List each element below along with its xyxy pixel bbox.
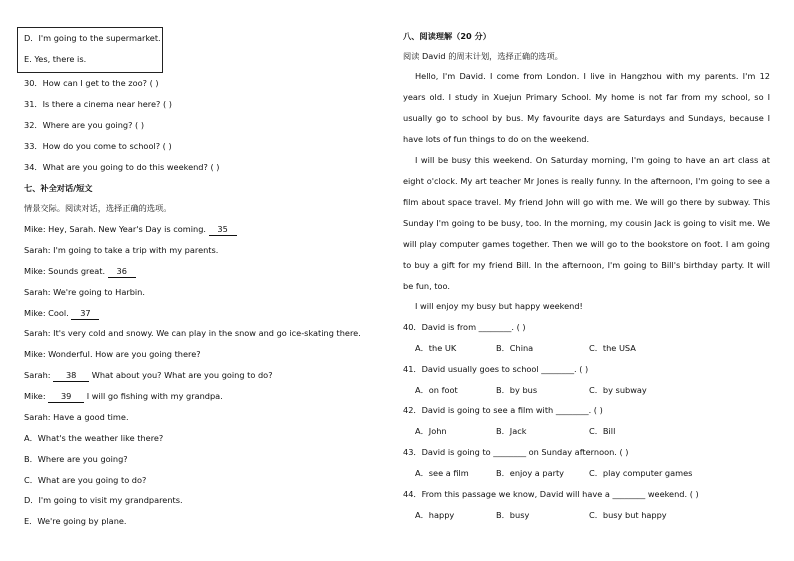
dialogue-line: Mike: Wonderful. How are you going there? — [24, 349, 201, 359]
passage-paragraph-2: I will be busy this weekend. On Saturday morning, I'm going to have an art class at eight o'clock. My art teacher Mr Jones is really funny. In the afternoon, I'm going to see a film about space travel. My friend John will go with me. We will go there by subway. This Sunday I'm going to be busy, too. In the morning, my cousin Jack is going to visit me. We will play computer games together. Then we will go to the bookstore on foot. I am going to buy a gift for my friend Bill. In the afternoon, I'm going to Bill's birthday party. It will be fun, too. — [403, 155, 770, 291]
dialogue-line: Mike: Cool. 37 — [24, 308, 99, 320]
question-41: 41．David usually goes to school ________. ( ) — [403, 364, 589, 374]
answer-blank-38: 38 — [53, 370, 89, 382]
choice-b: B．by bus — [496, 385, 538, 395]
choice-a: A．happy — [415, 510, 455, 520]
choice-b: B．enjoy a party — [496, 468, 565, 478]
option-c: C．What are you going to do? — [24, 475, 147, 485]
answer-blank-39: 39 — [48, 391, 84, 403]
dialogue-line: Sarah: I'm going to take a trip with my parents. — [24, 245, 219, 255]
question-44: 44．From this passage we know, David will have a ________ weekend. ( ) — [403, 489, 699, 499]
choice-a: A．John — [415, 426, 447, 436]
choice-c: C．busy but happy — [589, 510, 667, 520]
answer-blank-36: 36 — [108, 266, 136, 278]
dialogue-line: Sarah: 38 What about you? What are you going to do? — [24, 370, 273, 380]
choice-a: A．the UK — [415, 343, 457, 353]
dialogue-line: Mike: Sounds great. 36 — [24, 266, 136, 278]
passage-paragraph-3: I will enjoy my busy but happy weekend! — [415, 301, 583, 311]
choice-c: C．by subway — [589, 385, 647, 395]
question-33: 33．How do you come to school? ( ) — [24, 141, 172, 151]
option-a: A．What's the weather like there? — [24, 433, 164, 443]
option-d: D．I'm going to visit my grandparents. — [24, 495, 183, 505]
section7-instruction: 情景交际。阅读对话，选择正确的选项。 — [24, 203, 172, 213]
section8-instruction: 阅读 David 的周末计划，选择正确的选项。 — [403, 51, 563, 61]
box-option-d: D．I'm going to the supermarket. — [24, 33, 161, 43]
passage-paragraph-1: Hello, I'm David. I come from London. I live in Hangzhou with my parents. I'm 12 years old. I study in Xuejun Primary School. My home is not far from my school, so I usually go to school by bus. My favourite days are Saturdays and Sundays, because I have lots of fun things to do on the weekend. — [403, 71, 770, 144]
dialogue-line: Sarah: We're going to Harbin. — [24, 287, 145, 297]
question-32: 32．Where are you going? ( ) — [24, 120, 145, 130]
answer-blank-35: 35 — [209, 224, 237, 236]
choice-a: A．see a film — [415, 468, 469, 478]
question-42: 42．David is going to see a film with ________. ( ) — [403, 405, 603, 415]
box-option-e: E. Yes, there is. — [24, 54, 87, 64]
choice-c: C．Bill — [589, 426, 616, 436]
choice-b: B．Jack — [496, 426, 527, 436]
dialogue-line: Sarah: It's very cold and snowy. We can play in the snow and go ice-skating there. — [24, 328, 361, 338]
section7-title: 七、补全对话/短文 — [24, 183, 93, 193]
choice-c: C．the USA — [589, 343, 636, 353]
option-b: B．Where are you going? — [24, 454, 128, 464]
question-40: 40．David is from ________. ( ) — [403, 322, 526, 332]
choice-b: B．China — [496, 343, 534, 353]
option-e: E．We're going by plane. — [24, 516, 127, 526]
question-34: 34．What are you going to do this weekend? ( ) — [24, 162, 220, 172]
dialogue-line: Sarah: Have a good time. — [24, 412, 129, 422]
section8-title: 八、阅读理解（20 分） — [403, 31, 491, 41]
question-31: 31．Is there a cinema near here? ( ) — [24, 99, 172, 109]
answer-blank-37: 37 — [71, 308, 99, 320]
dialogue-line: Mike: 39 I will go fishing with my grandpa. — [24, 391, 223, 401]
choice-a: A．on foot — [415, 385, 458, 395]
choice-b: B．busy — [496, 510, 530, 520]
choice-c: C．play computer games — [589, 468, 693, 478]
dialogue-line: Mike: Hey, Sarah. New Year's Day is coming. 35 — [24, 224, 237, 236]
question-30: 30．How can I get to the zoo? ( ) — [24, 78, 159, 88]
question-43: 43．David is going to ________ on Sunday afternoon. ( ) — [403, 447, 629, 457]
